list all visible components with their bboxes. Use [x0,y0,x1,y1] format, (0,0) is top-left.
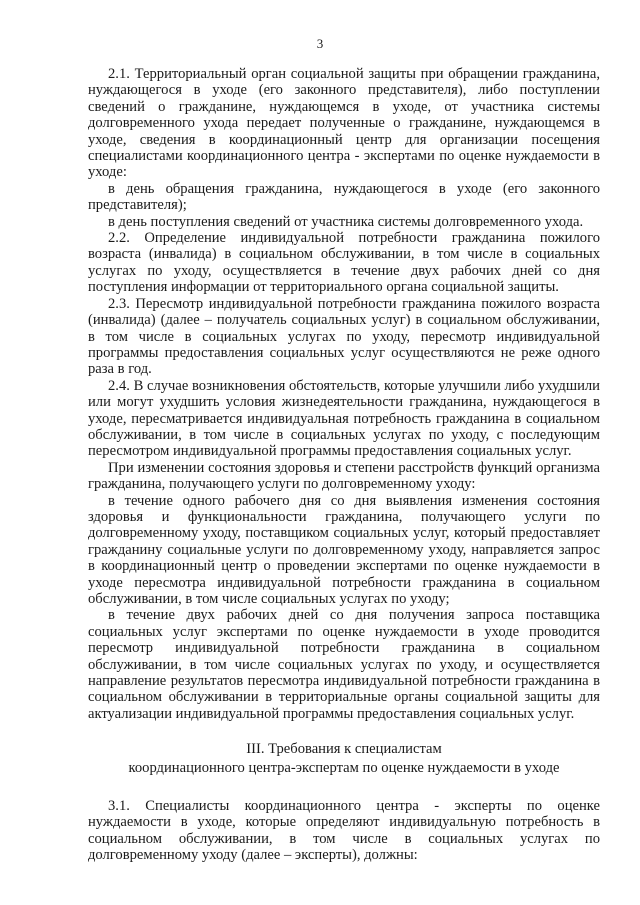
section-3-heading-line-1: III. Требования к специалистам [246,741,442,757]
section-3-heading-line-2: координационного центра-экспертам по оценке нуждаемости в уходе [128,760,560,776]
paragraph-2-1: 2.1. Территориальный орган социальной защиты при обращении гражданина, нуждающегося в уходе (его законного представителя), либо поступлении сведений о гражданине, нуждающемся в уходе, от участника системы долговременного ухода передает полученные о гражданине, нуждающемся в уходе, сведения в координационный центр для организации посещения специалистами координационного центра - экспертами по оценке нуждаемости в уходе: [88,66,600,181]
paragraph-2-4-item-2: в течение двух рабочих дней со дня получения запроса поставщика социальных услуг экспертами по оценке нуждаемости в уходе проводится пересмотр индивидуальной потребности гражданина в социальном обслуживании, в том числе социальных услугах по уходу, и осуществляется направление результатов пересмотра индивидуальной потребности гражданина в социальном обслуживании в территориальные органы социальной защиты для актуализации индивидуальной программы предоставления социальных услуг. [88,607,600,722]
section-3-body [88,798,600,864]
paragraph-2-4-intro: При изменении состояния здоровья и степени расстройств функций организма гражданина, получающего услуги по долговременному уходу: [88,459,600,493]
paragraph-2-3: 2.3. Пересмотр индивидуальной потребности гражданина пожилого возраста (инвалида) (далее – получатель социальных услуг) в социальном обслуживании, в том числе в социальных услугах по уходу, пересмотр индивидуальной программы предоставления социальных услуг осуществляются не реже одного раза в год. [88,295,600,378]
paragraph-2-1-item-2: в день поступления сведений от участника системы долговременного ухода. [108,213,584,230]
paragraph-3-1: 3.1. Специалисты координационного центра - эксперты по оценке нуждаемости в уходе, которые определяют индивидуальную потребность в социальном обслуживании, в том числе в социальных услугах по долговременному уходу (далее – эксперты), должны: [88,798,600,864]
section-2-body [88,66,600,722]
paragraph-2-2: 2.2. Определение индивидуальной потребности гражданина пожилого возраста (инвалида) в социальном обслуживании, в том числе в социальных услугах по уходу, осуществляется в течение двух рабочих дней со дня поступления информации от территориального органа социальной защиты. [88,230,600,296]
section-3-heading [88,740,600,778]
paragraph-2-4: 2.4. В случае возникновения обстоятельств, которые улучшили либо ухудшили или могут ухудшить условия жизнедеятельности гражданина, нуждающегося в уходе, пересматривается индивидуальная потребность гражданина в социальном обслуживании, в том числе в социальных услугах по уходу, с последующим пересмотром индивидуальной программы предоставления социальных услуг. [88,377,600,460]
paragraph-2-4-item-1: в течение одного рабочего дня со дня выявления изменения состояния здоровья и функциональности гражданина, получающего услуги по долговременному уходу, поставщиком социальных услуг, который предоставляет гражданину социальные услуги по долговременному уходу, направляется запрос в координационный центр о проведении экспертами по оценке нуждаемости в уходе пересмотра индивидуальной потребности гражданина в социальном обслуживании, в том числе социальных услугах по уходу; [88,492,600,607]
page-number: 3 [316,36,324,51]
paragraph-2-1-item-1: в день обращения гражданина, нуждающегося в уходе (его законного представителя); [88,180,600,214]
